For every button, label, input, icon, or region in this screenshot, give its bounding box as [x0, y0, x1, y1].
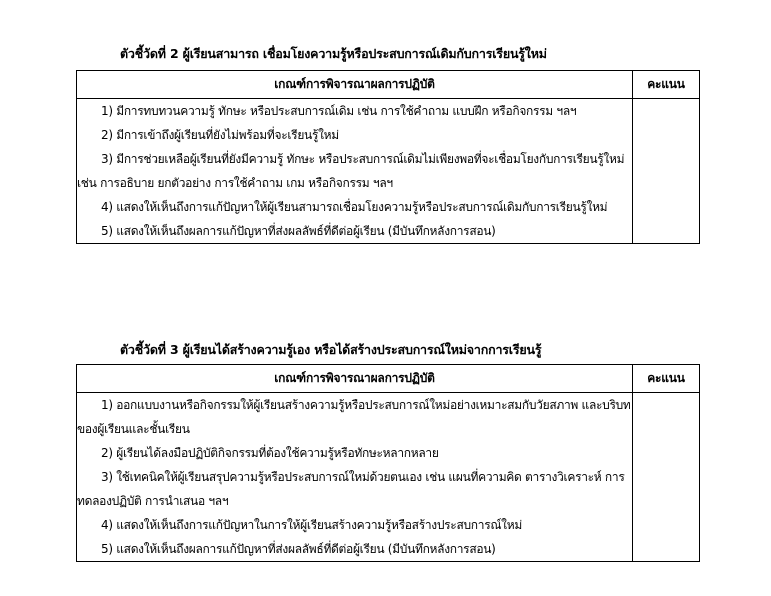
table-row — [77, 393, 700, 562]
list-item: 5) แสดงให้เห็นถึงผลการแก้ปัญหาที่ส่งผลลัพธ์ที่ดีต่อผู้เรียน (มีบันทึกหลังการสอน) — [101, 224, 496, 238]
list-item: 1) ออกแบบงานหรือกิจกรรมให้ผู้เรียนสร้างความรู้หรือประสบการณ์ใหม่อย่างเหมาะสมกับวัยสภาพ และบริบทของผู้เรียนและชั้นเรียน — [77, 398, 631, 436]
list-item: 4) แสดงให้เห็นถึงการแก้ปัญหาในการให้ผู้เรียนสร้างความรู้หรือสร้างประสบการณ์ใหม่ — [101, 518, 522, 532]
list-item: 3) มีการช่วยเหลือผู้เรียนที่ยังมีความรู้ ทักษะ หรือประสบการณ์เดิมไม่เพียงพอที่จะเชื่อมโยงกับการเรียนรู้ใหม่ เช่น การอธิบาย ยกตัวอย่าง การใช้คำถาม เกม หรือกิจกรรม ฯลฯ — [77, 152, 625, 190]
indicator-3-table — [76, 364, 700, 562]
criteria-header: เกณฑ์การพิจารณาผลการปฏิบัติ — [77, 71, 633, 99]
criteria-list-cell — [77, 99, 633, 244]
indicator-2-table — [76, 70, 700, 244]
list-item: 2) ผู้เรียนได้ลงมือปฏิบัติกิจกรรมที่ต้องใช้ความรู้หรือทักษะหลากหลาย — [101, 446, 439, 460]
list-item: 1) มีการทบทวนความรู้ ทักษะ หรือประสบการณ์เดิม เช่น การใช้คำถาม แบบฝึก หรือกิจกรรม ฯลฯ — [101, 104, 577, 118]
table-header-row — [77, 365, 700, 393]
list-item: 2) มีการเข้าถึงผู้เรียนที่ยังไม่พร้อมที่จะเรียนรู้ใหม่ — [101, 128, 339, 142]
indicator-2-title: ตัวชี้วัดที่ 2 ผู้เรียนสามารถ เชื่อมโยงความรู้หรือประสบการณ์เดิมกับการเรียนรู้ใหม่ — [120, 46, 547, 61]
list-item: 5) แสดงให้เห็นถึงผลการแก้ปัญหาที่ส่งผลลัพธ์ที่ดีต่อผู้เรียน (มีบันทึกหลังการสอน) — [101, 542, 496, 556]
criteria-list-cell — [77, 393, 633, 562]
indicator-3-title: ตัวชี้วัดที่ 3 ผู้เรียนได้สร้างความรู้เอง หรือได้สร้างประสบการณ์ใหม่จากการเรียนรู้ — [120, 342, 542, 357]
table-row — [77, 99, 700, 244]
list-item: 3) ใช้เทคนิคให้ผู้เรียนสรุปความรู้หรือประสบการณ์ใหม่ด้วยตนเอง เช่น แผนที่ความคิด ตารางวิเคราะห์ การทดลองปฏิบัติ การนำเสนอ ฯลฯ — [77, 470, 625, 508]
score-cell[interactable] — [633, 99, 700, 244]
list-item: 4) แสดงให้เห็นถึงการแก้ปัญหาให้ผู้เรียนสามารถเชื่อมโยงความรู้หรือประสบการณ์เดิมกับการเรียนรู้ใหม่ — [101, 200, 608, 214]
score-header: คะแนน — [633, 71, 700, 99]
score-cell[interactable] — [633, 393, 700, 562]
criteria-header: เกณฑ์การพิจารณาผลการปฏิบัติ — [77, 365, 633, 393]
score-header: คะแนน — [633, 365, 700, 393]
table-header-row — [77, 71, 700, 99]
